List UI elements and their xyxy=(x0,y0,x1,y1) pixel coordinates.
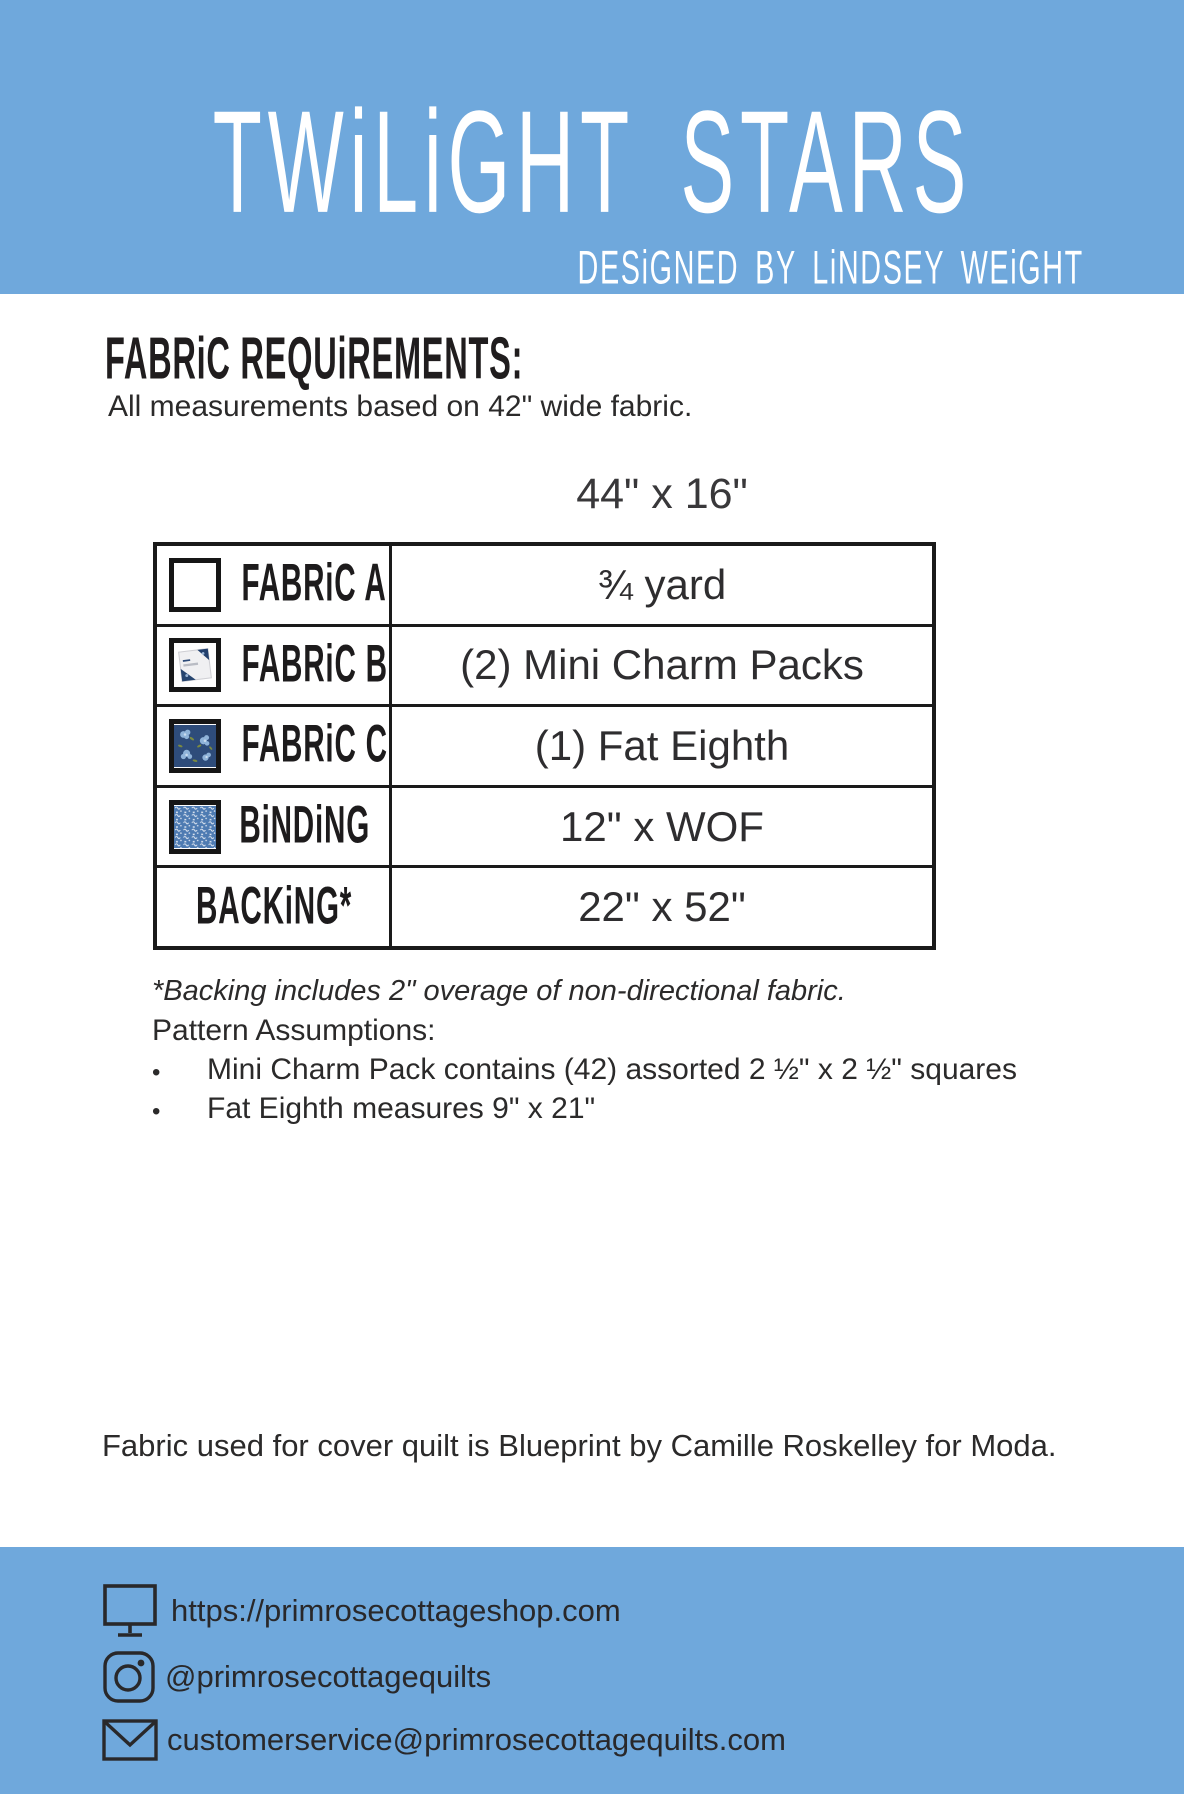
row-label-fabric-c: FABRiC C xyxy=(241,716,388,775)
table-row-backing xyxy=(157,865,932,946)
table-row-fabric-a xyxy=(157,546,932,624)
assumption-item xyxy=(152,1053,1017,1093)
page-title xyxy=(0,78,1184,244)
fabric-requirements-table xyxy=(153,542,936,950)
table-row-fabric-b xyxy=(157,624,932,705)
instagram-handle[interactable]: @primrosecottagequilts xyxy=(165,1659,492,1694)
website-link[interactable]: https://primrosecottageshop.com xyxy=(171,1593,621,1628)
page-title-text: TWiLiGHT STARS xyxy=(212,80,972,244)
assumption-text-2: Fat Eighth measures 9" x 21" xyxy=(207,1092,596,1125)
row-value-fabric-b: (2) Mini Charm Packs xyxy=(460,641,864,689)
row-label-binding: BiNDiNG xyxy=(239,796,371,855)
row-label-fabric-b: FABRiC B xyxy=(241,635,388,694)
monitor-icon xyxy=(101,1582,163,1640)
assumption-item xyxy=(152,1092,595,1132)
header-band xyxy=(0,0,1184,294)
fabric-a-swatch xyxy=(169,558,221,612)
fabric-c-swatch xyxy=(169,719,221,773)
designer-credit-text: DESiGNED BY LiNDSEY WEiGHT xyxy=(577,240,1084,295)
instagram-icon xyxy=(101,1649,157,1705)
instagram-link-row xyxy=(101,1649,491,1705)
row-value-binding: 12" x WOF xyxy=(560,802,764,850)
fabric-b-swatch xyxy=(169,638,221,692)
row-value-fabric-a: ¾ yard xyxy=(597,560,727,608)
backing-footnote: *Backing includes 2" overage of non-directional fabric. xyxy=(152,975,846,1007)
table-row-fabric-c xyxy=(157,704,932,785)
email-address[interactable]: customerservice@primrosecottagequilts.com xyxy=(167,1722,786,1757)
email-link-row xyxy=(101,1718,786,1762)
email-icon xyxy=(101,1718,159,1762)
row-label-backing: BACKiNG* xyxy=(195,877,353,936)
designer-credit xyxy=(451,240,1084,295)
quilt-size-label: 44" x 16" xyxy=(576,470,748,518)
row-value-backing: 22" x 52" xyxy=(578,883,746,931)
table-row-binding xyxy=(157,785,932,866)
binding-swatch xyxy=(169,800,221,854)
assumption-text-1: Mini Charm Pack contains (42) assorted 2 ½" x 2 ½" squares xyxy=(207,1053,1017,1086)
cover-fabric-note: Fabric used for cover quilt is Blueprint by Camille Roskelley for Moda. xyxy=(102,1428,1057,1463)
website-link-row xyxy=(101,1582,621,1640)
fabric-requirements-heading: FABRiC REQUiREMENTS: xyxy=(105,326,524,392)
bullet-icon: • xyxy=(152,1098,161,1125)
pattern-assumptions-heading: Pattern Assumptions: xyxy=(152,1014,436,1047)
bullet-icon: • xyxy=(152,1059,161,1086)
measurement-note: All measurements based on 42" wide fabric. xyxy=(108,390,693,423)
row-label-fabric-a: FABRiC A xyxy=(241,555,387,614)
row-value-fabric-c: (1) Fat Eighth xyxy=(534,721,790,769)
